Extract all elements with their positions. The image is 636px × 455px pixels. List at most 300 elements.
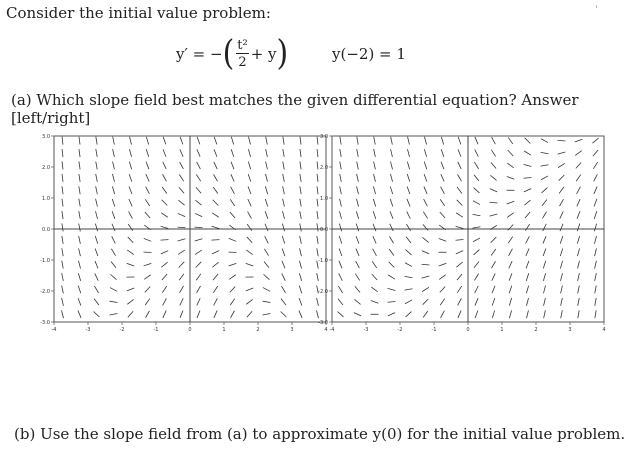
slope-segment xyxy=(456,226,464,228)
x-tick-label: 3 xyxy=(568,327,572,333)
slope-segment xyxy=(248,174,251,182)
slope-segment xyxy=(373,249,377,256)
slope-segment xyxy=(560,248,562,256)
slope-segment xyxy=(129,199,132,206)
slope-segment xyxy=(79,161,80,169)
slope-segment xyxy=(408,137,410,145)
slope-segment xyxy=(213,274,218,280)
slope-segment xyxy=(263,288,270,292)
y-tick-label: -2.0 xyxy=(40,289,50,295)
slope-segment xyxy=(146,162,149,169)
slope-segment xyxy=(424,174,427,181)
slope-segment xyxy=(144,238,151,241)
slope-segment xyxy=(94,312,100,317)
slope-segment xyxy=(129,187,132,194)
slope-segment xyxy=(112,186,114,194)
slope-segment xyxy=(338,312,344,317)
slope-segment xyxy=(78,261,80,269)
slope-segment xyxy=(474,188,480,193)
slope-segment xyxy=(561,273,563,281)
slope-segment xyxy=(339,224,341,232)
slope-segment xyxy=(593,162,597,169)
initial-condition: y(−2) = 1 xyxy=(332,45,406,63)
slope-segment xyxy=(593,150,598,156)
slope-segment xyxy=(340,174,342,182)
slope-segment xyxy=(263,313,271,315)
slope-segment xyxy=(356,249,359,256)
slope-segment xyxy=(299,298,302,305)
slope-segment xyxy=(492,298,495,306)
y-tick-label: 3.0 xyxy=(320,134,328,140)
slope-segment xyxy=(62,223,63,231)
slope-segment xyxy=(407,162,409,170)
slope-segment xyxy=(212,240,220,241)
slope-segment xyxy=(145,299,150,306)
slope-segment xyxy=(491,237,497,243)
slope-segment xyxy=(299,261,301,269)
slope-segment xyxy=(110,301,118,302)
x-tick-label: -1 xyxy=(153,327,159,333)
slope-segment xyxy=(561,310,563,318)
slope-segment xyxy=(525,224,529,231)
slope-segment xyxy=(389,262,395,268)
slope-segment xyxy=(338,286,342,293)
slope-segment xyxy=(229,238,236,241)
slope-segment xyxy=(96,137,97,145)
x-tick-label: -3 xyxy=(363,327,369,333)
slope-segment xyxy=(357,149,359,157)
slope-segment xyxy=(490,214,498,216)
slope-segment xyxy=(524,151,531,155)
slope-segment xyxy=(129,162,131,170)
x-tick-label: 1 xyxy=(222,327,226,333)
slope-segment xyxy=(263,301,271,302)
slope-segment xyxy=(373,224,376,231)
slope-segment xyxy=(374,137,376,145)
slope-segment xyxy=(357,174,359,182)
slope-segment xyxy=(339,261,342,268)
slope-segment xyxy=(62,273,64,281)
slope-segment xyxy=(197,162,201,169)
slope-segment xyxy=(474,274,478,281)
slope-segment xyxy=(491,150,495,157)
slope-segment xyxy=(389,249,394,255)
slope-segment xyxy=(248,149,250,157)
slope-segment xyxy=(457,200,463,206)
slope-segment xyxy=(247,237,252,243)
slope-segment xyxy=(197,311,200,318)
slope-segment xyxy=(162,187,167,194)
slope-segment xyxy=(229,275,236,280)
slope-segment xyxy=(95,248,98,256)
slope-segment xyxy=(163,311,166,318)
slope-segment xyxy=(577,187,581,194)
slope-segment xyxy=(78,311,81,318)
slope-segment xyxy=(595,298,596,306)
slope-segment xyxy=(595,286,597,294)
slope-segment xyxy=(163,162,166,169)
slope-segment xyxy=(441,187,445,194)
slope-segment xyxy=(440,199,445,206)
slope-segment xyxy=(265,211,268,219)
slope-segment xyxy=(541,165,549,166)
slope-segment xyxy=(594,199,597,206)
slope-segment xyxy=(456,239,464,240)
y-tick-label: -3.0 xyxy=(318,320,328,326)
slope-segment xyxy=(456,262,462,267)
slope-segment xyxy=(475,298,478,305)
slope-segment xyxy=(300,186,301,194)
slope-segment xyxy=(441,149,444,157)
slope-segment xyxy=(473,201,480,205)
slope-segment xyxy=(249,137,251,145)
slope-segment xyxy=(180,137,183,144)
plus-term: + y xyxy=(250,45,277,63)
slope-segment xyxy=(300,224,302,232)
slope-segment xyxy=(79,211,81,219)
x-tick-label: 1 xyxy=(500,327,504,333)
slope-segment xyxy=(265,236,269,243)
slope-segment xyxy=(595,261,597,269)
y-tick-label: 0.0 xyxy=(320,227,328,233)
slope-segment xyxy=(439,275,445,280)
slope-segment xyxy=(230,299,235,306)
slope-segment xyxy=(458,298,462,305)
slope-segment xyxy=(542,188,548,193)
slope-segment xyxy=(357,186,359,194)
slope-segment xyxy=(508,137,513,144)
slope-segment xyxy=(247,311,252,317)
slope-segment xyxy=(196,187,201,193)
slope-segment xyxy=(179,174,183,181)
slope-segment xyxy=(78,273,80,281)
slope-segment xyxy=(214,149,217,156)
slope-segment xyxy=(96,199,98,207)
slope-segment xyxy=(179,187,184,193)
slope-segment xyxy=(112,174,114,182)
slope-segment xyxy=(577,248,579,256)
slope-segment xyxy=(491,162,496,168)
y-tick-label: 1.0 xyxy=(42,196,50,202)
slope-segment xyxy=(266,137,268,145)
slope-segment xyxy=(196,174,200,181)
slope-segment xyxy=(473,214,481,215)
slope-segment xyxy=(390,199,393,207)
slope-segment xyxy=(526,261,529,268)
slope-segment xyxy=(128,224,133,231)
slope-segment xyxy=(79,186,80,194)
slope-segment xyxy=(422,251,429,254)
slope-segment xyxy=(577,199,580,206)
slope-segment xyxy=(507,213,513,218)
slope-segment xyxy=(560,224,563,231)
slope-segment xyxy=(388,275,395,279)
slope-segment xyxy=(248,199,251,206)
slope-segment xyxy=(248,212,252,219)
slope-segment xyxy=(62,149,63,157)
slope-segment xyxy=(197,286,201,293)
slope-segment xyxy=(373,199,375,207)
slope-segment xyxy=(96,162,97,170)
slope-segment xyxy=(578,298,580,306)
slope-segment xyxy=(112,236,116,243)
slope-segment xyxy=(458,137,461,145)
slope-segment xyxy=(265,199,267,207)
slope-segment xyxy=(371,287,377,292)
slope-segment xyxy=(388,313,395,316)
slope-segment xyxy=(388,301,396,302)
slope-segment xyxy=(283,174,285,182)
slope-segment xyxy=(195,227,203,228)
slope-segment xyxy=(282,224,284,232)
slope-field-left xyxy=(34,130,334,340)
slope-segment xyxy=(560,211,563,218)
slope-segment xyxy=(230,287,235,293)
slope-segment xyxy=(424,199,428,206)
slope-segment xyxy=(180,286,184,293)
slope-segment xyxy=(595,310,596,318)
slope-segment xyxy=(195,250,202,254)
slope-segment xyxy=(214,298,218,305)
slope-segment xyxy=(246,288,253,291)
slope-segment xyxy=(161,262,167,267)
slope-segment xyxy=(265,224,268,231)
slope-segment xyxy=(264,249,268,256)
slope-segment xyxy=(340,149,341,157)
slope-segment xyxy=(213,187,218,194)
slope-segment xyxy=(62,236,63,244)
slope-segment xyxy=(424,149,426,157)
slope-segment xyxy=(231,174,234,181)
slope-segment xyxy=(542,200,547,206)
slope-segment xyxy=(178,227,186,228)
x-tick-label: 4 xyxy=(602,327,606,333)
slope-segment xyxy=(492,137,496,144)
slope-segment xyxy=(340,199,342,207)
slope-segment xyxy=(390,186,392,194)
slope-segment xyxy=(423,299,429,305)
slope-segment xyxy=(145,212,150,218)
slope-segment xyxy=(195,200,201,205)
slope-segment xyxy=(62,286,64,294)
slope-segment xyxy=(178,213,185,216)
slope-segment xyxy=(578,310,579,318)
slope-segment xyxy=(146,174,149,181)
slope-segment xyxy=(373,211,376,219)
slope-segment xyxy=(560,261,562,269)
slope-segment xyxy=(212,213,219,217)
slope-segment xyxy=(541,139,548,143)
slope-segment xyxy=(509,298,511,306)
slope-segment xyxy=(441,137,443,145)
slope-segment xyxy=(300,211,302,219)
slope-segment xyxy=(475,149,479,156)
slope-segment xyxy=(146,149,149,157)
slope-segment xyxy=(246,250,253,255)
slope-segment xyxy=(406,224,410,231)
slope-segment xyxy=(578,286,580,294)
slope-segment xyxy=(422,237,428,242)
slope-segment xyxy=(508,224,513,230)
slope-segment xyxy=(163,298,167,305)
slope-segment xyxy=(248,187,251,194)
slope-segment xyxy=(524,177,532,178)
slope-segment xyxy=(230,212,235,218)
slope-segment xyxy=(405,263,412,267)
x-tick-label: -1 xyxy=(431,327,437,333)
slope-segment xyxy=(594,187,597,194)
slope-segment xyxy=(96,149,97,157)
slope-segment xyxy=(339,248,342,256)
slope-segment xyxy=(541,176,548,180)
slope-segment xyxy=(146,311,150,318)
slope-segment xyxy=(474,162,478,169)
slope-segment xyxy=(95,211,97,219)
slope-segment xyxy=(492,310,494,318)
slope-segment xyxy=(62,137,63,145)
fraction-denominator: 2 xyxy=(238,55,247,70)
slope-segment xyxy=(543,261,545,269)
slope-segment xyxy=(490,189,497,192)
slope-segment xyxy=(541,152,549,153)
slope-segment xyxy=(458,311,461,318)
slope-segment xyxy=(214,311,217,318)
slope-segment xyxy=(127,288,134,291)
slope-segment xyxy=(162,286,166,293)
slope-segment xyxy=(197,298,200,305)
slope-segment xyxy=(282,236,284,244)
slope-segment xyxy=(422,276,430,278)
slope-segment xyxy=(374,162,376,170)
slope-segment xyxy=(161,226,169,228)
ode-lhs: y′ = − xyxy=(176,45,223,63)
slope-segment xyxy=(96,186,98,194)
slope-segment xyxy=(441,162,444,169)
slope-segment xyxy=(340,137,341,145)
slope-segment xyxy=(300,149,301,157)
slope-segment xyxy=(575,139,583,142)
slope-segment xyxy=(595,248,597,256)
slope-segment xyxy=(407,211,411,218)
slope-segment xyxy=(491,249,496,255)
slope-segment xyxy=(424,187,427,194)
slope-segment xyxy=(526,286,528,294)
slope-field-right xyxy=(312,130,612,340)
slope-segment xyxy=(299,286,302,294)
slope-segment xyxy=(507,163,513,168)
slope-segment xyxy=(558,152,566,154)
slope-segment xyxy=(594,236,596,244)
slope-segment xyxy=(231,311,235,318)
slope-segment xyxy=(62,211,63,219)
slope-segment xyxy=(490,202,498,203)
slope-segment xyxy=(374,149,376,157)
slope-segment xyxy=(439,263,447,266)
slope-segment xyxy=(560,236,563,244)
slope-segment xyxy=(371,300,379,303)
slope-segment xyxy=(595,273,597,281)
slope-segment xyxy=(492,286,495,293)
slope-segment xyxy=(62,199,63,207)
slope-segment xyxy=(163,137,166,145)
y-tick-label: 2.0 xyxy=(320,165,328,171)
slope-segment xyxy=(197,149,200,156)
slope-segment xyxy=(180,311,183,318)
slope-segment xyxy=(340,186,342,194)
slope-segment xyxy=(231,162,234,169)
slope-segment xyxy=(475,137,478,144)
slope-segment xyxy=(78,286,81,294)
slope-segment xyxy=(457,286,461,293)
intro-text: Consider the initial value problem: xyxy=(6,4,271,22)
slope-segment xyxy=(265,186,267,194)
slope-segment xyxy=(356,236,359,243)
left-paren: ( xyxy=(222,33,235,74)
slope-segment xyxy=(161,240,169,241)
slope-segment xyxy=(441,174,444,181)
x-tick-label: -2 xyxy=(397,327,403,333)
slope-segment xyxy=(544,310,546,318)
slope-segment xyxy=(509,273,512,280)
slope-segment xyxy=(526,249,529,256)
slope-segment xyxy=(407,174,409,182)
slope-segment xyxy=(231,149,234,157)
slope-segment xyxy=(214,162,217,169)
slope-segment xyxy=(507,176,515,179)
slope-segment xyxy=(406,237,411,243)
slope-segment xyxy=(300,174,301,182)
slope-segment xyxy=(246,299,252,304)
y-tick-label: 2.0 xyxy=(42,165,50,171)
slope-segment xyxy=(474,175,479,181)
slope-segment xyxy=(163,174,167,181)
slope-segment xyxy=(422,287,429,291)
slope-segment xyxy=(578,261,580,269)
slope-segment xyxy=(178,200,184,205)
x-tick-label: 2 xyxy=(256,327,260,333)
slope-segment xyxy=(423,212,427,219)
slope-segment xyxy=(405,289,413,290)
slope-segment xyxy=(79,174,80,182)
slope-segment xyxy=(212,226,220,228)
slope-segment xyxy=(231,137,233,145)
slope-segment xyxy=(180,298,183,305)
slope-segment xyxy=(561,286,563,294)
slope-segment xyxy=(180,149,183,156)
slope-segment xyxy=(524,164,532,166)
slope-segment xyxy=(127,299,133,304)
slope-segment xyxy=(527,310,529,318)
slope-segment xyxy=(128,237,133,243)
slope-segment xyxy=(542,212,546,219)
slope-segment xyxy=(558,163,565,167)
slope-segment xyxy=(594,211,597,219)
slope-segment xyxy=(300,137,301,145)
slope-segment xyxy=(231,187,235,194)
slope-segment xyxy=(391,137,393,145)
slope-segment xyxy=(79,149,80,157)
slope-segment xyxy=(508,237,513,244)
slope-segment xyxy=(492,273,495,280)
slope-segment xyxy=(180,162,184,169)
slope-segment xyxy=(130,137,132,145)
slope-segment xyxy=(405,300,412,304)
slope-segment xyxy=(456,251,463,254)
x-tick-label: 4 xyxy=(324,327,328,333)
slope-segment xyxy=(406,250,412,255)
slope-segment xyxy=(524,189,531,192)
slope-segment xyxy=(356,211,358,219)
